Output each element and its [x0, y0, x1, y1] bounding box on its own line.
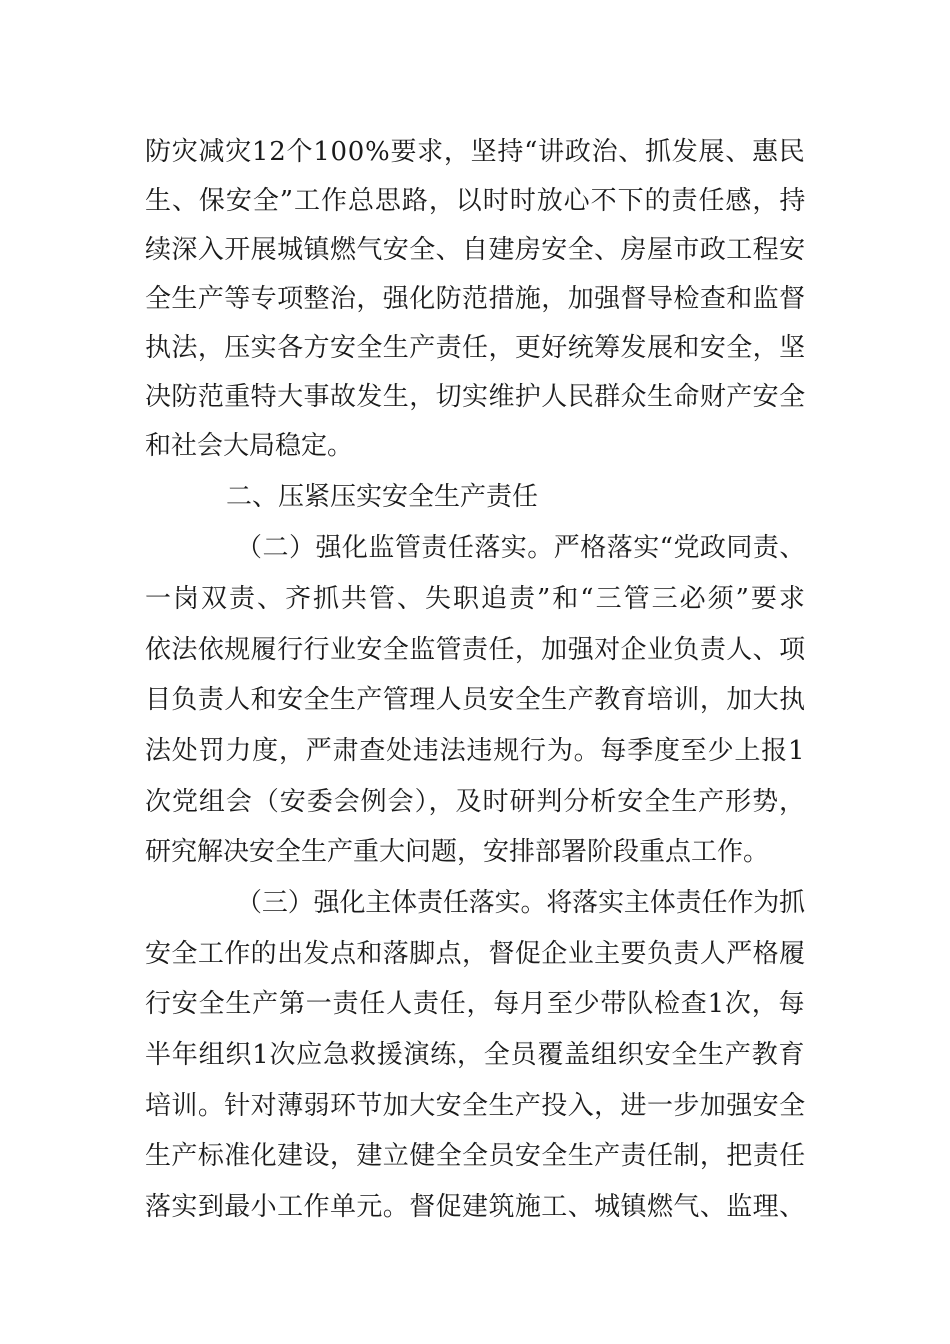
section-heading: 二、压紧压实安全生产责任: [226, 482, 539, 512]
body-text-line: 执法，压实各方安全生产责任，更好统筹发展和安全，坚: [145, 333, 806, 363]
body-text-line: 一岗双责、齐抓共管、失职追责”和“三管三必须”要求: [145, 584, 807, 614]
body-text-line: 依法依规履行行业安全监管责任，加强对企业负责人、项: [145, 635, 806, 665]
body-text-line: 研究解决安全生产重大问题，安排部署阶段重点工作。: [145, 837, 770, 867]
body-text-line: 目负责人和安全生产管理人员安全生产教育培训，加大执: [145, 685, 806, 715]
body-text-line: 生产标准化建设，建立健全全员安全生产责任制，把责任: [145, 1141, 806, 1171]
body-text-line: 全生产等专项整治，强化防范措施，加强督导检查和监督: [145, 284, 806, 314]
body-text-line: 防灾减灾12个100%要求，坚持“讲政治、抓发展、惠民: [145, 137, 806, 167]
subsection-heading-line: （二）强化监管责任落实。严格落实“党政同责、: [236, 533, 806, 563]
body-text-line: 培训。针对薄弱环节加大安全生产投入，进一步加强安全: [145, 1091, 806, 1121]
body-text-line: 和社会大局稳定。: [145, 431, 354, 461]
body-text-line: 半年组织1次应急救援演练，全员覆盖组织安全生产教育: [145, 1040, 806, 1070]
body-text-line: 生、保安全”工作总思路，以时时放心不下的责任感，持: [145, 186, 807, 216]
body-text-line: 续深入开展城镇燃气安全、自建房安全、房屋市政工程安: [145, 235, 806, 265]
body-text-line: 安全工作的出发点和落脚点，督促企业主要负责人严格履: [145, 939, 806, 969]
body-text-line: 次党组会（安委会例会），及时研判分析安全生产形势，: [145, 787, 807, 817]
body-text-line: 决防范重特大事故发生，切实维护人民群众生命财产安全: [145, 382, 806, 412]
body-text-line: 落实到最小工作单元。督促建筑施工、城镇燃气、监理、: [145, 1192, 806, 1222]
body-text-line: 行安全生产第一责任人责任，每月至少带队检查1次，每: [145, 989, 806, 1019]
body-text-line: 法处罚力度，严肃查处违法违规行为。每季度至少上报1: [145, 736, 806, 766]
subsection-heading-line: （三）强化主体责任落实。将落实主体责任作为抓: [236, 888, 805, 918]
